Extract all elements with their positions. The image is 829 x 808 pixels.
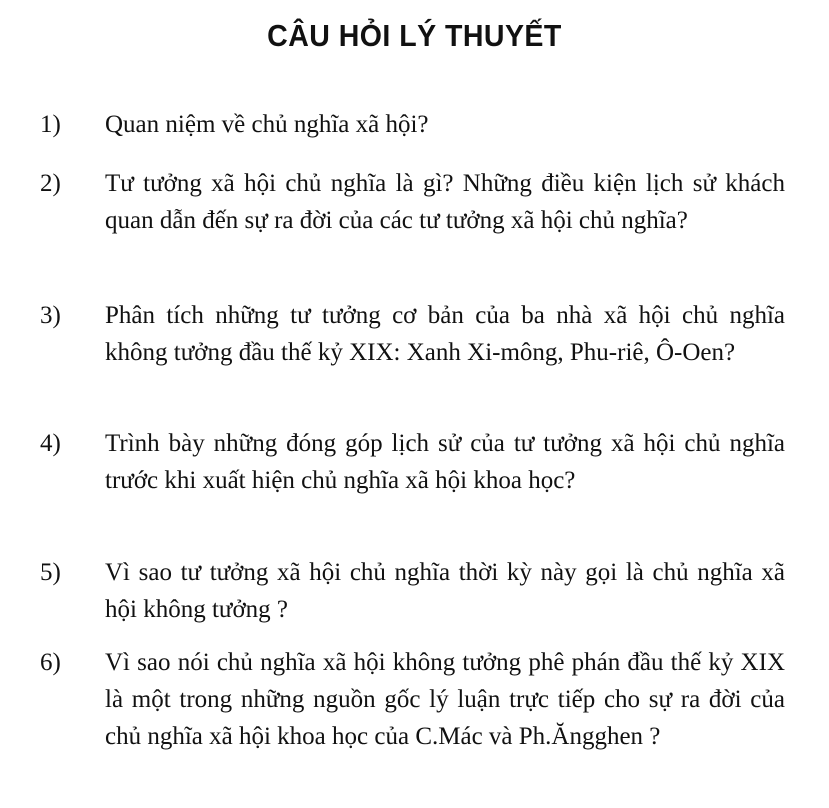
- question-number: 4): [40, 430, 61, 457]
- question-number: 5): [40, 559, 61, 586]
- page-title: CÂU HỎI LÝ THUYẾT: [267, 18, 562, 53]
- question-number: 3): [40, 302, 61, 329]
- question-text: Trình bày những đóng góp lịch sử của tư tưởng xã hội chủ nghĩa trước khi xuất hiện chủ nghĩa xã hội khoa học?: [105, 430, 785, 494]
- question-text: Quan niệm về chủ nghĩa xã hội?: [105, 111, 429, 138]
- question-number: 2): [40, 170, 61, 197]
- question-text: Tư tưởng xã hội chủ nghĩa là gì? Những điều kiện lịch sử khách quan dẫn đến sự ra đời của các tư tưởng xã hội chủ nghĩa?: [105, 170, 785, 234]
- question-text: Vì sao nói chủ nghĩa xã hội không tưởng phê phán đầu thế kỷ XIX là một trong những nguồn gốc lý luận trực tiếp cho sự ra đời của chủ nghĩa xã hội khoa học của C.Mác và Ph.Ăngghen ?: [105, 649, 785, 750]
- question-text: Phân tích những tư tưởng cơ bản của ba nhà xã hội chủ nghĩa không tưởng đầu thế kỷ XIX: Xanh Xi-mông, Phu-riê, Ô-Oen?: [105, 302, 785, 366]
- question-text: Vì sao tư tưởng xã hội chủ nghĩa thời kỳ này gọi là chủ nghĩa xã hội không tưởng ?: [105, 559, 785, 623]
- question-number: 1): [40, 111, 61, 138]
- question-number: 6): [40, 649, 61, 676]
